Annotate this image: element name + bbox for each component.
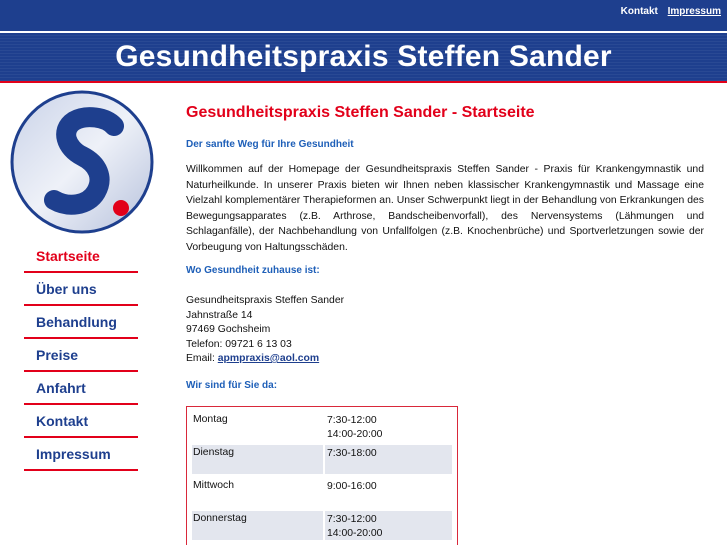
main-content bbox=[186, 104, 704, 545]
address-block bbox=[186, 294, 704, 367]
hours-time: 7:30-12:00 14:00-20:00 bbox=[325, 511, 452, 540]
top-links bbox=[614, 6, 721, 17]
nav-item-anfahrt[interactable]: Anfahrt bbox=[24, 372, 138, 405]
site-title: Gesundheitspraxis Steffen Sander bbox=[115, 40, 612, 73]
top-link-kontakt[interactable]: Kontakt bbox=[620, 6, 658, 17]
practice-logo[interactable] bbox=[10, 90, 154, 234]
banner-divider bbox=[0, 81, 727, 83]
hours-time: 7:30-12:00 14:00-20:00 bbox=[327, 414, 383, 440]
intro-paragraph: Willkommen auf der Homepage der Gesundheitspraxis Steffen Sander - Praxis für Krankengymnastik und Naturheilkunde. In unserer Praxis bieten wir Ihnen neben klassischer Krankengymnastik und Massage eine Vielzahl komplementärer Therapieformen an. Unser Schwerpunkt liegt in der Behandlung von Erkrankungen des Bewegungsapparates (z.B. Arthrose, Bandscheibenvorfall), des Nervensystems (Lähmungen und Schlaganfälle), der Nachbehandlung von Unfallfolgen (z.B. Knochenbrüche) und Sportverletzungen sowie der Vorbeugung von Haltungsschäden. bbox=[186, 164, 704, 253]
address-city: 97469 Gochsheim bbox=[186, 324, 271, 335]
hours-row bbox=[192, 511, 452, 540]
top-link-impressum[interactable]: Impressum bbox=[667, 6, 721, 17]
site-banner bbox=[0, 33, 727, 81]
address-street: Jahnstraße 14 bbox=[186, 309, 253, 321]
opening-hours-table bbox=[186, 406, 458, 545]
nav-item-impressum[interactable]: Impressum bbox=[24, 438, 138, 471]
address-name: Gesundheitspraxis Steffen Sander bbox=[186, 295, 345, 306]
nav-item-preise[interactable]: Preise bbox=[24, 339, 138, 372]
hours-day: Donnerstag bbox=[192, 511, 323, 540]
hours-day: Mittwoch bbox=[193, 479, 234, 491]
main-nav bbox=[24, 240, 138, 471]
address-phone: Telefon: 09721 6 13 03 bbox=[186, 338, 292, 350]
hours-time: 9:00-16:00 bbox=[327, 480, 377, 492]
subheading-sanfte-weg: Der sanfte Weg für Ihre Gesundheit bbox=[186, 139, 354, 150]
hours-day: Montag bbox=[193, 413, 228, 425]
hours-row bbox=[192, 478, 452, 507]
hours-row bbox=[192, 412, 452, 441]
nav-item-kontakt[interactable]: Kontakt bbox=[24, 405, 138, 438]
subheading-zuhause: Wo Gesundheit zuhause ist: bbox=[186, 265, 320, 276]
hours-time: 7:30-18:00 bbox=[325, 445, 452, 474]
top-bar bbox=[0, 0, 727, 32]
nav-item-ueber-uns[interactable]: Über uns bbox=[24, 273, 138, 306]
hours-day: Dienstag bbox=[192, 445, 323, 474]
nav-item-behandlung[interactable]: Behandlung bbox=[24, 306, 138, 339]
nav-item-startseite[interactable]: Startseite bbox=[24, 240, 138, 273]
hours-row bbox=[192, 445, 452, 474]
subheading-fuer-sie-da: Wir sind für Sie da: bbox=[186, 379, 278, 391]
email-label: Email: bbox=[186, 353, 218, 364]
address-email-line bbox=[186, 352, 704, 367]
page-title: Gesundheitspraxis Steffen Sander - Startseite bbox=[186, 104, 535, 121]
email-link[interactable]: apmpraxis@aol.com bbox=[217, 353, 320, 364]
